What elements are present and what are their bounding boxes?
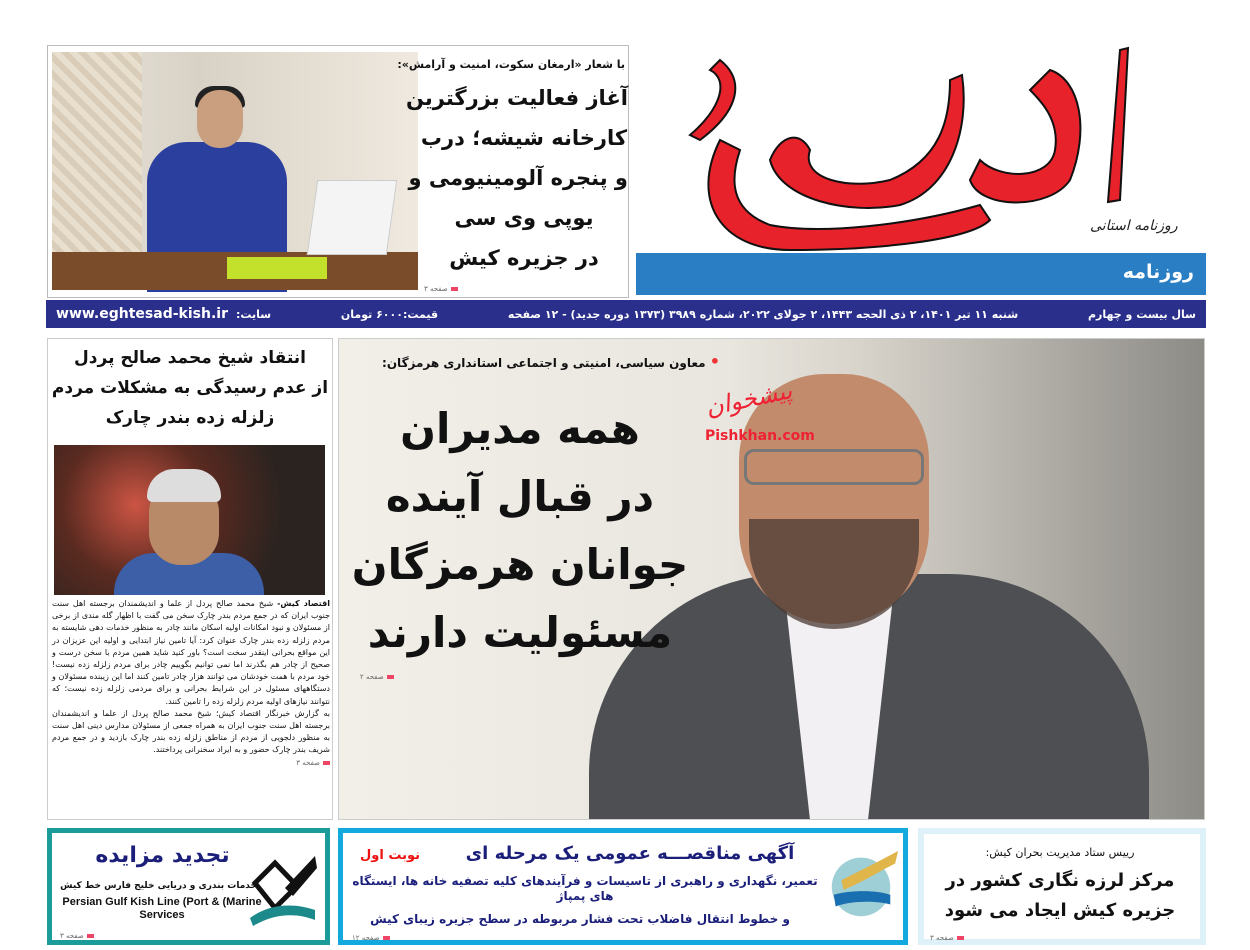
main-story-kicker: • معاون سیاسی، امنیتی و اجتماعی استانداری هرمزگان: [382, 352, 720, 371]
page-ref: صفحه ۳ [52, 757, 330, 769]
ad-line: تعمیر، نگهداری و راهبری از تاسیسات و فرآیندهای کلیه تصفیه خانه ها، ایستگاه های پمپاژ [352, 874, 818, 903]
watermark: پیشخوان [703, 376, 795, 422]
kicker-text: معاون سیاسی، امنیتی و اجتماعی استانداری هرمزگان: [382, 356, 706, 370]
headline-line: آغاز فعالیت بزرگترین [406, 86, 628, 110]
ad-badge: نوبت اول [360, 848, 421, 863]
price-label: قیمت:۶۰۰۰ تومان [340, 307, 439, 321]
headline-line: جوانان هرمزگان [351, 540, 689, 589]
headline-line: از عدم رسیدگی به مشکلات مردم [51, 378, 329, 398]
ad-title: تجدید مزایده [95, 843, 230, 868]
story-kicker: رییس ستاد مدیریت بحران کیش: [985, 846, 1135, 859]
main-story-headline[interactable] [345, 395, 695, 667]
masthead-bar-label: روزنامه [1122, 261, 1194, 283]
site-url-link[interactable]: www.eghtesad-kish.ir [56, 306, 228, 322]
issue-date: شنبه ۱۱ تیر ۱۴۰۱، ۲ ذی الحجه ۱۴۴۳، ۲ جولای ۲۰۲۲، شماره ۳۹۸۹ (۱۳۷۳ دوره جدید) - ۱۲ صفحه [507, 307, 1019, 321]
year-label: سال بیست و چهارم [1088, 307, 1196, 321]
ad-title: آگهی مناقصـــه عمومی یک مرحله ای [465, 843, 795, 864]
headline-line: در جزیره کیش [449, 246, 599, 270]
body-lead: اقتصاد کیش- [277, 599, 330, 608]
headline-line: همه مدیران [400, 404, 640, 453]
page-ref: صفحه ۳ [930, 934, 964, 942]
watermark-url: Pishkhan.com [705, 428, 815, 444]
body-paragraph: شیخ محمد صالح پردل از علما و اندیشمندان برجسته اهل سنت جنوب ایران که در جمع مردم بندر چارک سخن می گفت با اظهار گله مندی از برخی از مسئولان و نبود امکانات اولیه اسکان مانند چادر به منظور خدمات دهی شایسته به مردم زلزله زده بندر چارک عنوان کرد: آیا تامین نیاز ابتدایی و اولیه این عزیزان در این مواقع بحرانی اینقدر سخت است؟ باور کنید شاید همین مردم با سخن درست و صحیح از چادر هم بگذرند اما نمی توانیم بگوییم چادر برای مردم زلزله زده نیست! خود مردم با همت خودشان می توانند هزار چادر تامین کنند اما این زیبنده مسئولان و دستگاههای مسئول در این شرایط بحرانی و برای مردمی زلزله زده نیست؛ که نتوانند نیازهای اولیه مردم زلزله زده را تامین کنند. [52, 599, 330, 706]
top-story-kicker: با شعار «ارمغان سکوت، امنیت و آرامش»: [397, 58, 625, 71]
headline-line: در قبال آینده [385, 472, 655, 521]
site-label: سایت: [235, 307, 272, 321]
page-ref: صفحه ۳ [60, 932, 94, 940]
page-ref: صفحه ۱۲ [352, 934, 390, 942]
body-paragraph: به گزارش خبرنگار اقتصاد کیش؛ شیخ محمد صالح پردل از علما و اندیشمندان برجسته اهل سنت جنوب ایران به همراه جمعی از مسئولان مدارس دینی اهل سنت به منظور دلجویی از مردم از مناطق زلزله زده بندر چارک بازدید و در جمع مردم شریف بندر چارک حضور و به ایراد سخنرانی پرداختند. [52, 708, 330, 755]
headline-line: و پنجره آلومینیومی و [408, 166, 628, 190]
left-story-headline[interactable] [50, 343, 330, 433]
left-story-photo [54, 445, 325, 595]
headline-line: مسئولیت دارند [367, 608, 673, 657]
ad-line: و خطوط انتقال فاضلاب تحت فشار مربوطه در سطح جزیره زیبای کیش [370, 912, 790, 926]
masthead-bar [636, 253, 1206, 295]
page-ref: صفحه ۳ [424, 285, 458, 293]
left-story-body [52, 598, 330, 769]
site-group [56, 306, 271, 322]
page-ref: صفحه ۲ [360, 673, 394, 681]
water-company-logo-icon [822, 845, 902, 925]
info-bar [46, 300, 1206, 328]
headline-line: انتقاد شیخ محمد صالح پردل [74, 348, 306, 368]
story-headline: مرکز لرزه نگاری کشور در جزیره کیش ایجاد می شود [944, 870, 1176, 921]
top-story-photo [52, 52, 418, 290]
headline-line: کارخانه شیشه؛ درب [420, 126, 628, 150]
masthead-subtitle: روزنامه استانی [1090, 218, 1178, 234]
ad-company-en: Persian Gulf Kish Line (Port & (Marine Services [62, 896, 262, 921]
headline-line: زلزله زده بندر چارک [105, 408, 275, 428]
headline-line: یوپی وی سی [454, 206, 594, 230]
top-story-headline[interactable] [406, 78, 628, 278]
ad-company-fa: خدمات بندری و دریایی خلیج فارس خط کیش [60, 881, 257, 891]
